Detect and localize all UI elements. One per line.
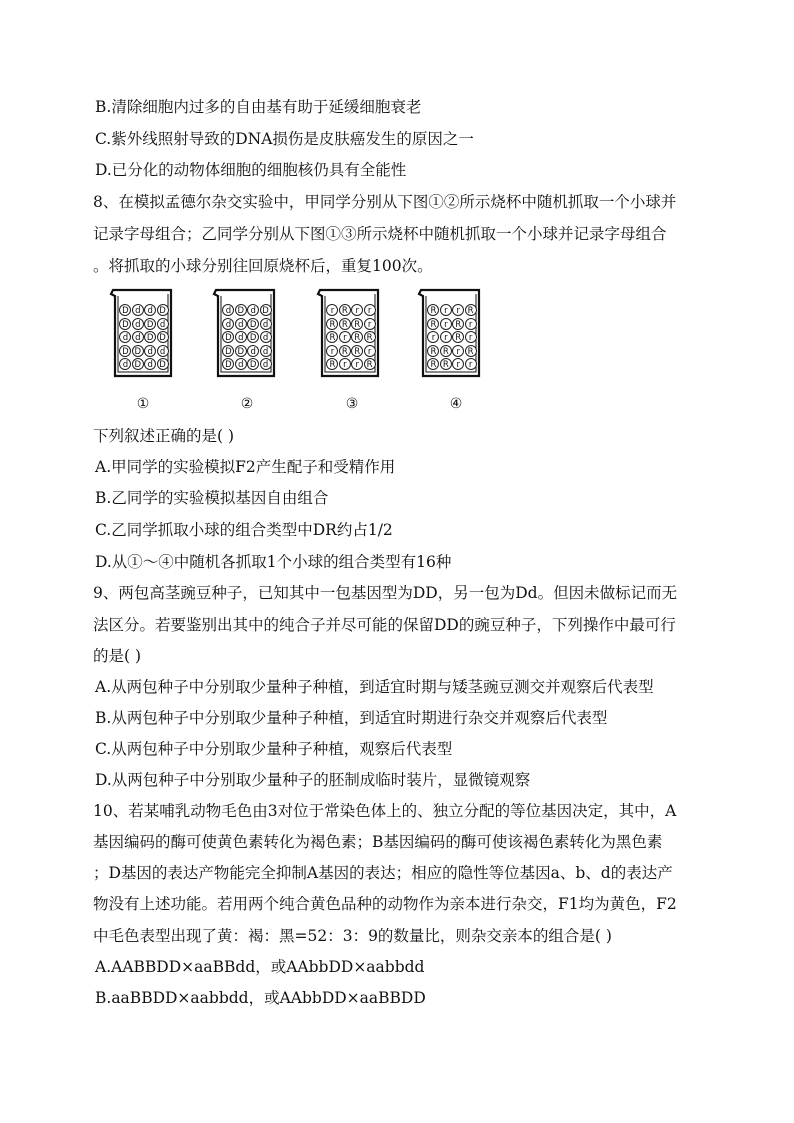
beaker-label-3: ③: [345, 396, 359, 412]
ball: R: [351, 318, 363, 330]
option-c-q7: C.紫外线照射导致的DNA损伤是皮肤癌发生的原因之一: [95, 130, 474, 148]
ball: D: [222, 345, 234, 357]
ball: d: [235, 318, 247, 330]
ball: R: [465, 345, 477, 357]
ball: R: [440, 358, 452, 370]
ball: r: [465, 318, 477, 330]
ball: r: [452, 345, 464, 357]
ball: r: [452, 304, 464, 316]
ball: d: [260, 358, 272, 370]
question-8-stem: 下列叙述正确的是( ): [93, 427, 235, 445]
ball: r: [339, 358, 351, 370]
ball: D: [144, 331, 156, 343]
ball: d: [247, 304, 259, 316]
ball: D: [222, 331, 234, 343]
ball: R: [351, 331, 363, 343]
ball: D: [132, 345, 144, 357]
ball: D: [157, 358, 169, 370]
ball: D: [157, 304, 169, 316]
ball: d: [235, 331, 247, 343]
option-c-q8: C.乙同学抓取小球的组合类型中DR约占1/2: [95, 521, 393, 539]
ball: r: [427, 331, 439, 343]
ball: r: [364, 318, 376, 330]
ball: d: [222, 304, 234, 316]
option-d-q8: D.从①～④中随机各抓取1个小球的组合类型有16种: [95, 553, 452, 571]
ball: D: [235, 304, 247, 316]
ball: d: [157, 345, 169, 357]
ball: R: [465, 304, 477, 316]
ball: D: [144, 318, 156, 330]
ball: D: [119, 318, 131, 330]
ball: R: [326, 318, 338, 330]
ball: D: [260, 304, 272, 316]
question-10-line-4: 物没有上述功能。若用两个纯合黄色品种的动物作为亲本进行杂交，F1均为黄色，F2: [93, 895, 677, 913]
ball-grid: [221, 304, 273, 372]
ball: d: [119, 358, 131, 370]
ball: d: [144, 304, 156, 316]
question-8-line-2: 记录字母组合；乙同学分别从下图①③所示烧杯中随机抓取一个小球并记录字母组合: [93, 225, 667, 243]
ball: R: [326, 358, 338, 370]
question-10-line-3: ；D基因的表达产物能完全抑制A基因的表达；相应的隐性等位基因a、b、d的表达产: [93, 864, 673, 882]
question-10-line-5: 中毛色表型出现了黄：褐：黑=52：3：9的数量比，则杂交亲本的组合是( ): [93, 927, 612, 945]
question-9-line-2: 法区分。若要鉴别出其中的纯合子并尽可能的保留DD的豌豆种子，下列操作中最可行: [93, 616, 676, 634]
ball: r: [440, 318, 452, 330]
ball: r: [364, 345, 376, 357]
ball: d: [144, 358, 156, 370]
ball: D: [119, 345, 131, 357]
ball: R: [452, 331, 464, 343]
ball: r: [351, 358, 363, 370]
option-b-q7: B.清除细胞内过多的自由基有助于延缓细胞衰老: [95, 98, 422, 116]
ball: D: [119, 304, 131, 316]
ball: R: [351, 345, 363, 357]
beaker-figure: [108, 288, 508, 418]
ball: r: [351, 304, 363, 316]
ball: d: [247, 345, 259, 357]
ball: R: [452, 318, 464, 330]
ball: R: [339, 304, 351, 316]
ball: d: [260, 318, 272, 330]
ball: R: [440, 345, 452, 357]
ball: d: [132, 331, 144, 343]
ball: r: [326, 304, 338, 316]
question-9-line-1: 9、两包高茎豌豆种子，已知其中一包基因型为DD，另一包为Dd。但因未做标记而无: [93, 584, 678, 602]
ball: r: [339, 331, 351, 343]
question-8-line-3: 。将抓取的小球分别往回原烧杯后，重复100次。: [93, 257, 433, 275]
beaker-label-1: ①: [136, 396, 150, 412]
ball: d: [132, 318, 144, 330]
ball: d: [260, 331, 272, 343]
ball: d: [157, 318, 169, 330]
ball: D: [247, 358, 259, 370]
ball: d: [222, 318, 234, 330]
ball: R: [364, 358, 376, 370]
ball: D: [247, 318, 259, 330]
beaker-1: [108, 288, 178, 380]
option-d-q9: D.从两包种子中分别取少量种子的胚制成临时装片，显微镜观察: [95, 771, 531, 789]
option-a-q8: A.甲同学的实验模拟F2产生配子和受精作用: [95, 458, 396, 476]
option-b-q9: B.从两包种子中分别取少量种子种植，到适宜时期进行杂交并观察后代表型: [95, 709, 608, 727]
ball: r: [326, 345, 338, 357]
ball-grid: [325, 304, 377, 372]
ball: R: [427, 304, 439, 316]
option-a-q10: A.AABBDD×aaBBdd，或AAbbDD×aabbdd: [95, 958, 425, 976]
ball: D: [222, 358, 234, 370]
ball: r: [440, 331, 452, 343]
option-b-q10: B.aaBBDD×aabbdd，或AAbbDD×aaBBDD: [95, 989, 426, 1007]
ball: R: [339, 345, 351, 357]
ball: d: [260, 345, 272, 357]
beaker-4: [416, 288, 486, 380]
ball: r: [440, 304, 452, 316]
ball: D: [247, 331, 259, 343]
ball: D: [157, 331, 169, 343]
ball: r: [452, 358, 464, 370]
ball: D: [132, 358, 144, 370]
beaker-3: [315, 288, 385, 380]
ball: d: [132, 304, 144, 316]
option-c-q9: C.从两包种子中分别取少量种子种植，观察后代表型: [95, 740, 453, 758]
question-10-line-2: 基因编码的酶可使黄色素转化为褐色素；B基因编码的酶可使该褐色素转化为黑色素: [93, 833, 663, 851]
ball: r: [465, 358, 477, 370]
option-a-q9: A.从两包种子中分别取少量种子种植，到适宜时期与矮茎豌豆测交并观察后代表型: [95, 678, 654, 696]
ball: R: [427, 345, 439, 357]
option-b-q8: B.乙同学的实验模拟基因自由组合: [95, 489, 329, 507]
ball: R: [364, 331, 376, 343]
ball: r: [364, 304, 376, 316]
beaker-2: [211, 288, 281, 380]
beaker-label-2: ②: [240, 396, 254, 412]
ball: d: [144, 345, 156, 357]
ball: R: [326, 331, 338, 343]
ball: R: [339, 318, 351, 330]
ball: R: [427, 318, 439, 330]
ball: R: [427, 358, 439, 370]
ball: r: [465, 331, 477, 343]
beaker-label-4: ④: [449, 396, 463, 412]
option-d-q7: D.已分化的动物体细胞的细胞核仍具有全能性: [95, 161, 407, 179]
ball: d: [119, 331, 131, 343]
ball: d: [235, 358, 247, 370]
ball-grid: [426, 304, 478, 372]
question-10-line-1: 10、若某哺乳动物毛色由3对位于常染色体上的、独立分配的等位基因决定，其中，A: [93, 802, 677, 820]
question-9-line-3: 的是( ): [93, 647, 142, 665]
ball: D: [235, 345, 247, 357]
ball-grid: [118, 304, 170, 372]
question-8-line-1: 8、在模拟孟德尔杂交实验中，甲同学分别从下图①②所示烧杯中随机抓取一个小球并: [93, 193, 677, 211]
